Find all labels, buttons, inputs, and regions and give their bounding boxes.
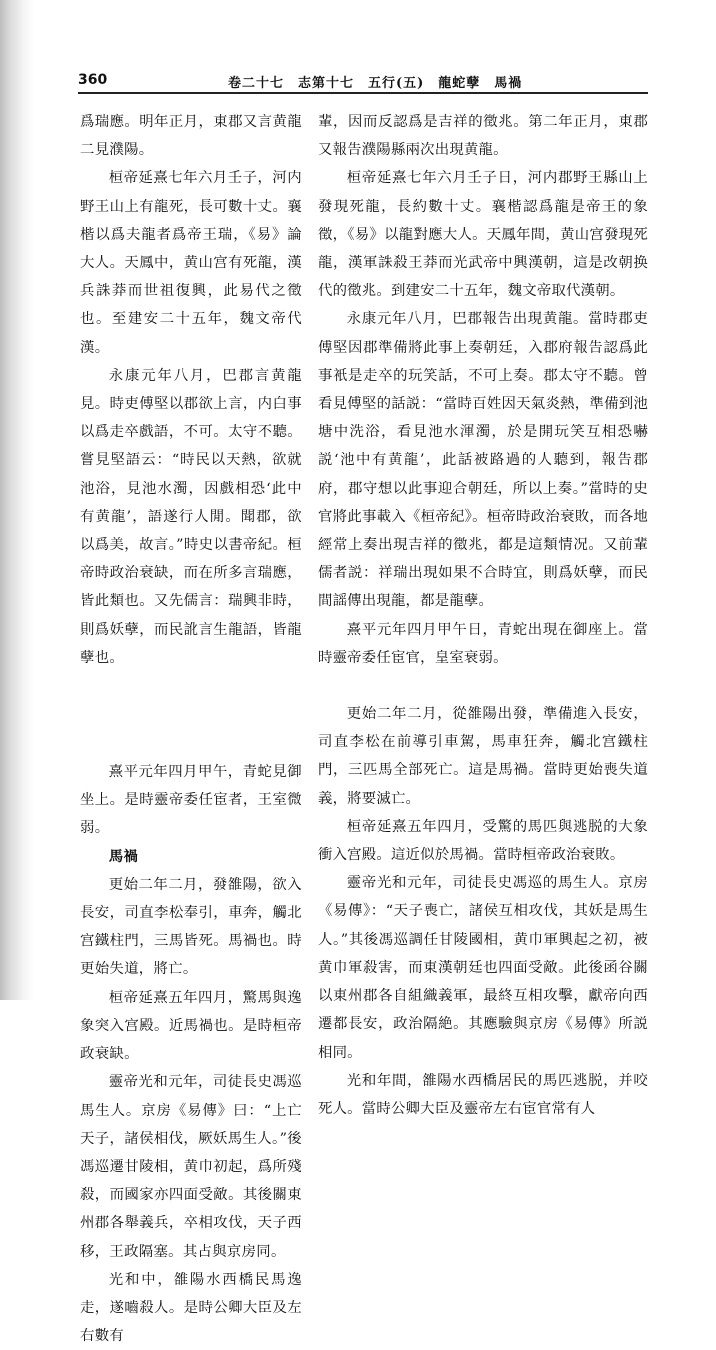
left-column-original-text: [80, 108, 302, 1350]
left-paragraph: 爲瑞應。明年正月，東郡又言黄龍二見濮陽。: [80, 114, 302, 159]
section-title: 馬禍: [108, 847, 139, 865]
running-head: 卷二十七 志第十七 五行(五) 龍蛇孽 馬禍: [228, 76, 523, 91]
right-paragraph: 桓帝延熹七年六月壬子日，河内郡野王縣山上發現死龍，長約數十丈。襄楷認爲龍是帝王的象徵，《易》以龍對應大人。天鳳年間，黄山宫發現死龍，漢軍誅殺王莽而光武帝中興漢朝，這是改朝换代的徵兆。到建安二十五年，魏文帝取代漢朝。: [318, 170, 648, 300]
book-spine-shadow: [0, 0, 34, 1000]
right-column-translation: [318, 108, 648, 1123]
right-paragraph: 輩，因而反認爲是吉祥的徵兆。第二年正月，東郡又報告濮陽縣兩次出現黄龍。: [318, 114, 648, 159]
left-paragraph: 更始二年二月，發雒陽，欲入長安，司直李松奉引，車奔，觸北宫鐵柱門，三馬皆死。馬禍也。時更始失道，將亡。: [80, 876, 302, 978]
left-paragraph: 永康元年八月，巴郡言黄龍見。時吏傅堅以郡欲上言，内白事以爲走卒戲語，不可。太守不聽。嘗見堅語云：“時民以天熱，欲就池浴，見池水濁，因戲相恐‘此中有黄龍’，語遂行人閒。聞郡，欲以爲美，故言。”時史以書帝紀。桓帝時政治衰缺，而在所多言瑞應，皆此類也。又先儒言：瑞興非時，則爲妖孽，而民訛言生龍語，皆龍孽也。: [80, 367, 302, 666]
left-column-gap: [80, 672, 302, 758]
left-paragraph: 熹平元年四月甲午，青蛇見御坐上。是時靈帝委任宦者，王室微弱。: [80, 764, 302, 837]
left-paragraph: 桓帝延熹五年四月，驚馬與逸象突入宫殿。近馬禍也。是時桓帝政衰缺。: [80, 989, 302, 1063]
right-paragraph: 熹平元年四月甲午日，青蛇出現在御座上。當時靈帝委任宦官，皇室衰弱。: [318, 621, 648, 666]
left-paragraph: 桓帝延熹七年六月壬子，河内野王山上有龍死，長可數十丈。襄楷以爲夫龍者爲帝王瑞，《易》論大人。天鳳中，黄山宫有死龍，漢兵誅莽而世祖復興，此易代之徵也。至建安二十五年，魏文帝代漢。: [80, 170, 302, 356]
right-column-gap: [318, 672, 648, 700]
right-paragraph: 靈帝光和元年，司徒長史馮巡的馬生人。京房《易傳》：“天子喪亡，諸侯互相攻伐，其妖是馬生人。”其後馮巡調任甘陵國相，黄巾軍興起之初，被黄巾軍殺害，而東漢朝廷也四面受敵。此後函谷關以東州郡各自組織義軍，最終互相攻擊，獻帝向西遷都長安，政治隔絶。其應驗與京房《易傳》所説相同。: [318, 875, 648, 1061]
page-header: [78, 70, 648, 94]
left-paragraph: 靈帝光和元年，司徒長史馮巡馬生人。京房《易傳》曰：“上亡天子，諸侯相伐，厥妖馬生人。”後馮巡遷甘陵相，黄巾初起，爲所殘殺，而國家亦四面受敵。其後關東州郡各舉義兵，卒相攻伐，天子西移，王政隔塞。其占與京房同。: [80, 1074, 302, 1260]
page-number: 360: [78, 72, 108, 88]
right-paragraph: 桓帝延熹五年四月，受驚的馬匹與逃脱的大象衝入宫殿。這近似於馬禍。當時桓帝政治衰敗。: [318, 818, 648, 864]
right-paragraph: 光和年間，雒陽水西橋居民的馬匹逃脱，并咬死人。當時公卿大臣及靈帝左右宦官常有人: [318, 1072, 648, 1117]
left-paragraph: 光和中，雒陽水西橋民馬逸走，遂嚙殺人。是時公卿大臣及左右數有: [80, 1271, 302, 1345]
header-rule: [78, 92, 648, 94]
right-paragraph: 更始二年二月，從雒陽出發，準備進入長安，司直李松在前導引車駕，馬車狂奔，觸北宫鐵柱門，三匹馬全部死亡。這是馬禍。當時更始喪失道義，將要滅亡。: [318, 706, 648, 807]
right-paragraph: 永康元年八月，巴郡報告出現黄龍。當時郡吏傅堅因郡準備將此事上奏朝廷，入郡府報告認爲此事衹是走卒的玩笑話，不可上奏。郡太守不聽。曾看見傅堅的話説：“當時百姓因天氣炎熱，準備到池塘中洗浴，看見池水渾濁，於是開玩笑互相恐嚇説‘池中有黄龍’，此話被路過的人聽到，報告郡府，郡守想以此事迎合朝廷，所以上奏。”當時的史官將此事載入《桓帝紀》。桓帝時政治衰敗，而各地經常上奏出現吉祥的徵兆，都是這類情况。又前輩儒者説：祥瑞出現如果不合時宜，則爲妖孽，而民間謡傳出現龍，都是龍孽。: [318, 311, 648, 610]
